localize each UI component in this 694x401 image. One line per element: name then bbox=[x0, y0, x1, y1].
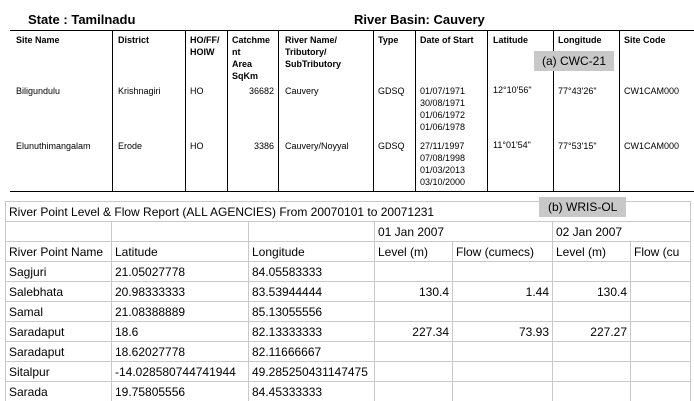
header-site-name: Site Name bbox=[16, 35, 60, 45]
cell-type: GDSQ bbox=[378, 141, 405, 151]
cell-longitude: 83.53944444 bbox=[249, 282, 375, 302]
table-row bbox=[6, 362, 691, 382]
cell-district: Krishnagiri bbox=[118, 86, 161, 96]
date-header-1: 01 Jan 2007 bbox=[375, 222, 553, 242]
column-divider bbox=[373, 31, 374, 191]
cell-flow bbox=[453, 302, 553, 322]
cell-longitude: 82.13333333 bbox=[249, 322, 375, 342]
header-district: District bbox=[118, 35, 150, 45]
cell-latitude: 20.98333333 bbox=[112, 282, 249, 302]
cell-catchment: 3386 bbox=[253, 141, 274, 151]
header-site-code: Site Code bbox=[624, 35, 666, 45]
cell-longitude: 84.45333333 bbox=[249, 382, 375, 401]
cell-level: 130.4 bbox=[553, 282, 631, 302]
cell-latitude: 18.6 bbox=[112, 322, 249, 342]
cell-level bbox=[375, 302, 453, 322]
header-latitude: Latitude bbox=[493, 35, 528, 45]
wris-ol-report-panel bbox=[0, 197, 694, 401]
cell-district: Erode bbox=[118, 141, 143, 151]
cell-river-name: Cauvery bbox=[285, 86, 319, 96]
cell-level bbox=[553, 302, 631, 322]
header-river-name: River Name/ Tributory/ SubTributory bbox=[285, 35, 341, 69]
cell-river-point-name: Samal bbox=[6, 302, 112, 322]
cell-dates: 01/07/1971 30/08/1971 01/06/1972 01/06/1978 bbox=[420, 86, 466, 132]
cell-flow bbox=[631, 322, 691, 342]
date-header-2: 02 Jan 2007 bbox=[553, 222, 691, 242]
river-basin-label: River Basin: Cauvery bbox=[354, 12, 485, 27]
column-divider bbox=[619, 31, 620, 191]
cell-level bbox=[553, 382, 631, 401]
cell-river-name: Cauvery/Noyyal bbox=[285, 141, 349, 151]
cell-flow bbox=[631, 342, 691, 362]
header-ho: HO/FF/ HOIW bbox=[190, 35, 220, 57]
state-label: State : Tamilnadu bbox=[28, 12, 136, 27]
cell-flow bbox=[631, 262, 691, 282]
cell-flow bbox=[453, 362, 553, 382]
table-row bbox=[6, 342, 691, 362]
table-row bbox=[6, 382, 691, 401]
cell-flow bbox=[453, 342, 553, 362]
cell-river-point-name: Sitalpur bbox=[6, 362, 112, 382]
cell-catchment: 36682 bbox=[248, 86, 274, 96]
header-date-of-start: Date of Start bbox=[420, 35, 474, 45]
wris-report-table bbox=[5, 201, 691, 401]
date-row bbox=[6, 222, 691, 242]
cell-level bbox=[375, 382, 453, 401]
cell-site-code: CW1CAM000 bbox=[624, 86, 680, 96]
report-title: River Point Level & Flow Report (ALL AGENCIES) From 20070101 to 20071231 bbox=[6, 202, 691, 222]
cell-longitude: 85.13055556 bbox=[249, 302, 375, 322]
table-row bbox=[6, 262, 691, 282]
cell-flow bbox=[631, 362, 691, 382]
cell-level bbox=[375, 262, 453, 282]
cell-site-code: CW1CAM000 bbox=[624, 141, 680, 151]
column-divider bbox=[415, 31, 416, 191]
header-longitude: Longitude bbox=[249, 242, 375, 262]
header-level: Level (m) bbox=[553, 242, 631, 262]
cell-river-point-name: Salebhata bbox=[6, 282, 112, 302]
column-divider bbox=[227, 31, 228, 191]
cell-level bbox=[553, 342, 631, 362]
cell-level bbox=[375, 342, 453, 362]
column-divider bbox=[185, 31, 186, 191]
header-river-point-name: River Point Name bbox=[6, 242, 112, 262]
cell-level: 130.4 bbox=[375, 282, 453, 302]
table-row bbox=[6, 302, 691, 322]
table-bottom-rule bbox=[10, 191, 694, 192]
cell-latitude: 21.05027778 bbox=[112, 262, 249, 282]
column-divider bbox=[487, 31, 488, 191]
cell-flow bbox=[453, 382, 553, 401]
cell-latitude: -14.028580744741944 bbox=[112, 362, 249, 382]
cell-flow: 73.93 bbox=[453, 322, 553, 342]
cell-latitude: 19.75805556 bbox=[112, 382, 249, 401]
header-flow: Flow (cumecs) bbox=[453, 242, 553, 262]
cell-river-point-name: Sagjuri bbox=[6, 262, 112, 282]
column-divider bbox=[278, 31, 279, 191]
cell-ho: HO bbox=[190, 141, 204, 151]
header-level: Level (m) bbox=[375, 242, 453, 262]
cell-latitude: 21.08388889 bbox=[112, 302, 249, 322]
cell-latitude: 18.62027778 bbox=[112, 342, 249, 362]
table-row bbox=[6, 322, 691, 342]
cell-ho: HO bbox=[190, 86, 204, 96]
cell-dates: 27/11/1997 07/08/1998 01/03/2013 03/10/2000 bbox=[420, 141, 466, 187]
header-flow: Flow (cu bbox=[631, 242, 691, 262]
cell-longitude: 82.11666667 bbox=[249, 342, 375, 362]
cell-latitude: 11°01'54" bbox=[493, 140, 531, 150]
column-header-row bbox=[6, 242, 691, 262]
cell-river-point-name: Sarada bbox=[6, 382, 112, 401]
cell-longitude: 84.05583333 bbox=[249, 262, 375, 282]
table-row bbox=[6, 282, 691, 302]
cell-site-name: Biligundulu bbox=[16, 86, 61, 96]
cell-level bbox=[553, 362, 631, 382]
header-type: Type bbox=[378, 35, 399, 45]
cell-longitude: 49.285250431147475 bbox=[249, 362, 375, 382]
cell-flow bbox=[453, 262, 553, 282]
cell-flow bbox=[631, 382, 691, 401]
cell-level: 227.34 bbox=[375, 322, 453, 342]
cell-flow: 1.44 bbox=[453, 282, 553, 302]
cell-longitude: 77°53'15" bbox=[558, 141, 597, 151]
cell-longitude: 77°43'26" bbox=[558, 86, 597, 96]
header-catchment: Catchme nt Area SqKm bbox=[232, 35, 271, 81]
cell-flow bbox=[631, 282, 691, 302]
cell-level bbox=[375, 362, 453, 382]
cwc-21-tag: (a) CWC-21 bbox=[534, 51, 614, 71]
cell-site-name: Elunuthimangalam bbox=[16, 141, 91, 151]
cell-river-point-name: Saradaput bbox=[6, 342, 112, 362]
column-divider bbox=[112, 31, 113, 191]
wris-ol-tag: (b) WRIS-OL bbox=[539, 197, 626, 217]
cell-flow bbox=[631, 302, 691, 322]
header-longitude: Longitude bbox=[558, 35, 602, 45]
cell-level bbox=[553, 262, 631, 282]
cell-river-point-name: Saradaput bbox=[6, 322, 112, 342]
cell-latitude: 12°10'56" bbox=[493, 85, 532, 95]
cwc-21-table-panel bbox=[0, 0, 694, 196]
cell-type: GDSQ bbox=[378, 86, 405, 96]
header-latitude: Latitude bbox=[112, 242, 249, 262]
cell-level: 227.27 bbox=[553, 322, 631, 342]
